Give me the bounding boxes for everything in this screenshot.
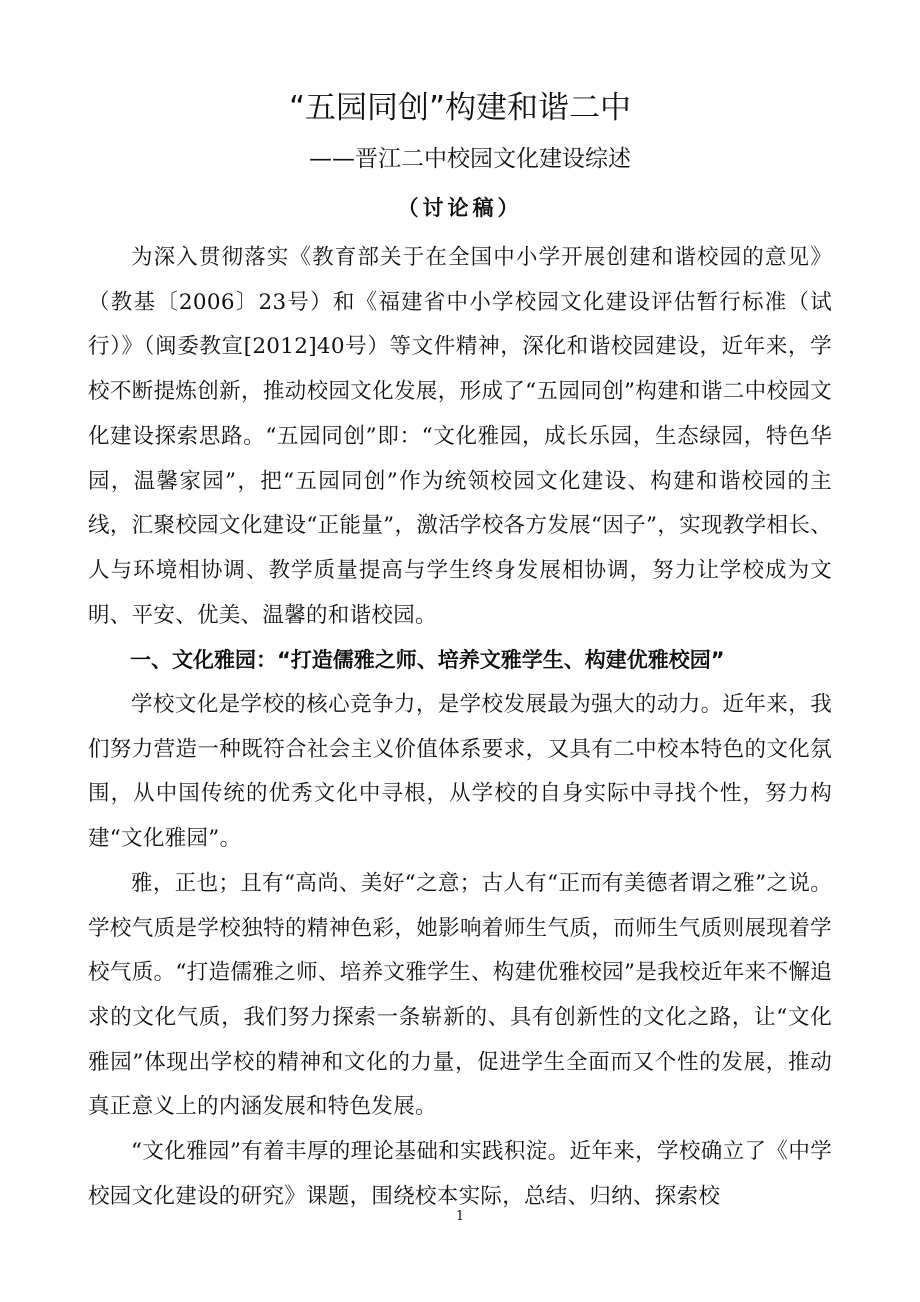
section-heading: 一、文化雅园：“打造儒雅之师、培养文雅学生、构建优雅校园” [130, 648, 725, 673]
document-body [88, 236, 832, 1219]
body-paragraph: 学校文化是学校的核心竞争力，是学校发展最为强大的动力。近年来，我们努力营造一种既符合社会主义价值体系要求，又具有二中校本特色的文化氛围，从中国传统的优秀文化中寻根，从学校的自身实际中寻找个性，努力构建“文化雅园”。 [88, 692, 832, 852]
document-subtitle: ——晋江二中校园文化建设综述 [309, 146, 631, 172]
page-number: 1 [455, 1209, 465, 1224]
document-title: “五园同创”构建和谐二中 [288, 90, 632, 126]
draft-label: （讨论稿） [397, 196, 523, 220]
intro-paragraph: 为深入贯彻落实《教育部关于在全国中小学开展创建和谐校园的意见》（教基〔2006〕23号）和《福建省中小学校园文化建设评估暂行标准（试行）》（闽委教宣[2012]40号）等文件精神，深化和谐校园建设，近年来，学校不断提炼创新，推动校园文化发展，形成了“五园同创”构建和谐二中校园文化建设探索思路。“五园同创”即：“文化雅园，成长乐园，生态绿园，特色华园，温馨家园”，把“五园同创”作为统领校园文化建设、构建和谐校园的主线，汇聚校园文化建设“正能量”，激活学校各方发展“因子”，实现教学相长、人与环境相协调、教学质量提高与学生终身发展相协调，努力让学校成为文明、平安、优美、温馨的和谐校园。 [88, 245, 832, 628]
body-paragraph: 雅，正也；且有“高尚、美好“之意；古人有“正而有美德者谓之雅”之说。学校气质是学校独特的精神色彩，她影响着师生气质，而师生气质则展现着学校气质。“打造儒雅之师、培养文雅学生、构建优雅校园”是我校近年来不懈追求的文化气质，我们努力探索一条崭新的、具有创新性的文化之路，让“文化雅园”体现出学校的精神和文化的力量，促进学生全面而又个性的发展，推动真正意义上的内涵发展和特色发展。 [88, 870, 832, 1120]
body-paragraph: “文化雅园”有着丰厚的理论基础和实践积淀。近年来，学校确立了《中学校园文化建设的研究》课题，围绕校本实际，总结、归纳、探索校 [88, 1139, 832, 1209]
